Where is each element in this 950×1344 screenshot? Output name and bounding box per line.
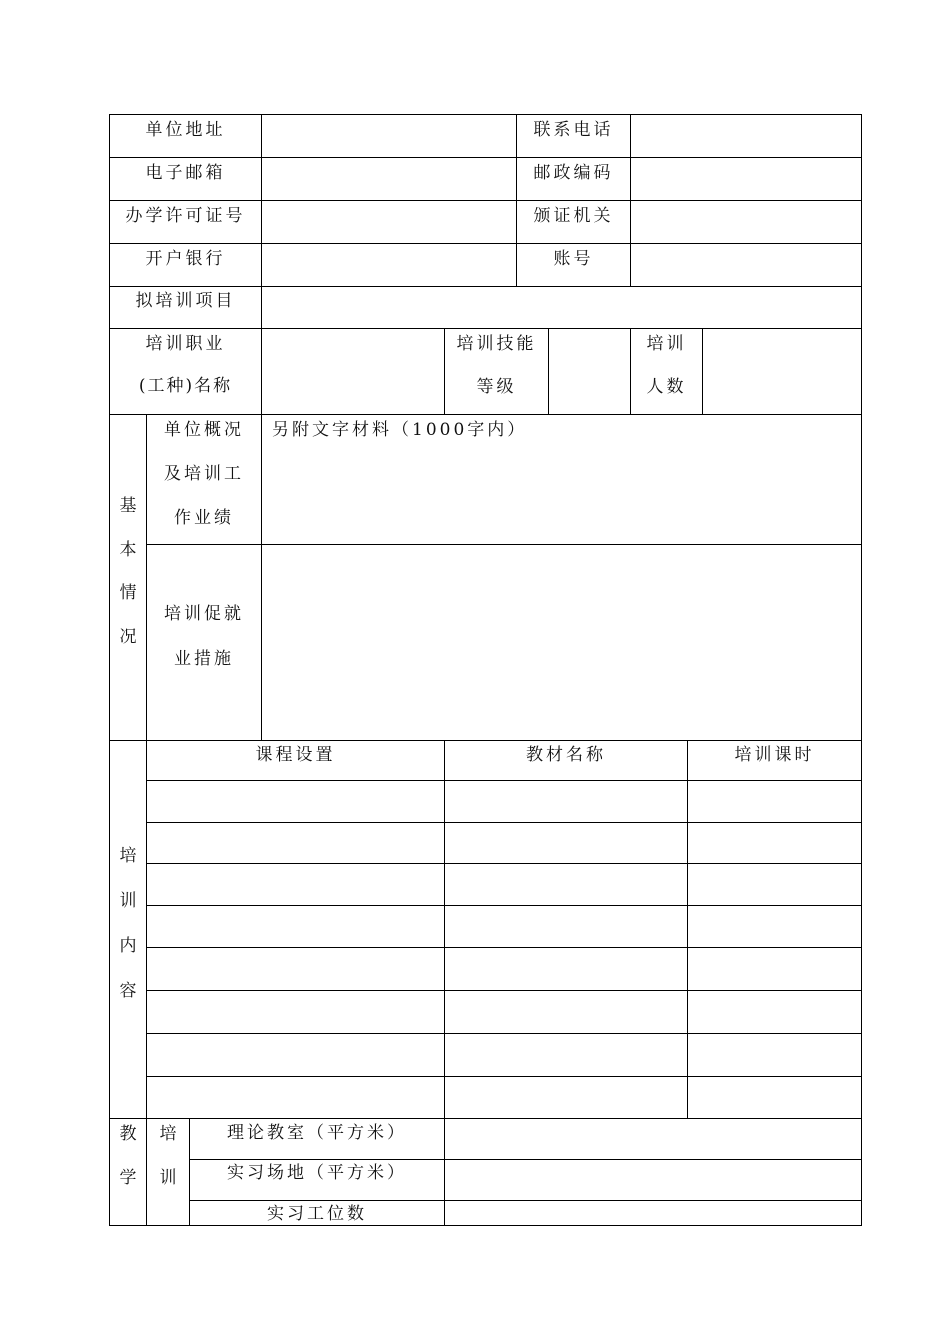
training-sub-char: 培: [159, 1124, 177, 1144]
rule: [146, 822, 862, 823]
trainee-count-label-line1: 培训: [646, 334, 687, 354]
content-side-char: 容: [119, 981, 137, 1001]
training-sub-char: 训: [159, 1168, 177, 1188]
rule: [687, 740, 688, 1118]
postcode-field[interactable]: [631, 158, 861, 200]
skill-level-label-line2: 等级: [476, 377, 517, 397]
project-label: 拟培训项目: [135, 291, 236, 311]
basic-side-char: 情: [119, 583, 137, 603]
skill-level-field[interactable]: [549, 329, 630, 414]
rule: [146, 990, 862, 991]
occupation-label-line1: 培训职业: [145, 334, 226, 354]
practice-site-label: 实习场地（平方米）: [227, 1163, 407, 1183]
theory-room-field[interactable]: [445, 1119, 861, 1159]
content-side-char: 内: [119, 936, 137, 956]
occupation-field[interactable]: [262, 329, 444, 414]
workstations-label: 实习工位数: [267, 1204, 367, 1224]
overview-field[interactable]: [262, 415, 861, 544]
project-field[interactable]: [262, 287, 861, 328]
rule: [109, 740, 862, 741]
rule: [109, 114, 110, 1226]
address-field[interactable]: [262, 115, 516, 157]
rule: [146, 947, 862, 948]
trainee-count-field[interactable]: [703, 329, 861, 414]
bank-field[interactable]: [262, 244, 516, 286]
license-label: 办学许可证号: [125, 206, 246, 226]
textbook-header: 教材名称: [526, 745, 606, 765]
email-label: 电子邮箱: [145, 163, 226, 183]
issuer-label: 颁证机关: [533, 206, 614, 226]
workstations-field[interactable]: [445, 1201, 861, 1225]
teaching-side-char: 教: [119, 1124, 137, 1144]
rule: [146, 780, 862, 781]
license-field[interactable]: [262, 201, 516, 243]
course-header: 课程设置: [255, 745, 336, 765]
theory-room-label: 理论教室（平方米）: [227, 1123, 407, 1143]
content-side-char: 训: [119, 891, 137, 911]
account-field[interactable]: [631, 244, 861, 286]
content-side-char: 培: [119, 846, 137, 866]
overview-label-line3: 作业绩: [174, 508, 234, 528]
rule: [146, 905, 862, 906]
basic-side-char: 基: [119, 496, 137, 516]
practice-site-field[interactable]: [445, 1160, 861, 1200]
employment-label-line2: 业措施: [174, 649, 234, 669]
trainee-count-label-line2: 人数: [646, 377, 687, 397]
teaching-side-char: 学: [119, 1168, 137, 1188]
rule: [146, 863, 862, 864]
address-label: 单位地址: [145, 120, 226, 140]
basic-side-char: 本: [119, 540, 137, 560]
hours-header: 培训课时: [734, 745, 815, 765]
account-label: 账号: [553, 249, 594, 269]
email-field[interactable]: [262, 158, 516, 200]
rule: [146, 1076, 862, 1077]
bank-label: 开户银行: [145, 249, 226, 269]
skill-level-label-line1: 培训技能: [456, 334, 537, 354]
rule: [146, 414, 147, 1226]
employment-field[interactable]: [262, 545, 861, 740]
overview-label-line2: 及培训工: [164, 464, 244, 484]
basic-side-char: 况: [119, 627, 137, 647]
issuer-field[interactable]: [631, 201, 861, 243]
occupation-label-line2: (工种)名称: [138, 376, 233, 396]
rule: [146, 1033, 862, 1034]
employment-label-line1: 培训促就: [164, 604, 244, 624]
phone-field[interactable]: [631, 115, 861, 157]
overview-note: 另附文字材料（1000字内）: [272, 420, 528, 440]
postcode-label: 邮政编码: [533, 163, 614, 183]
phone-label: 联系电话: [533, 120, 614, 140]
overview-label-line1: 单位概况: [164, 420, 244, 440]
rule: [861, 114, 862, 1226]
rule: [109, 1225, 862, 1226]
